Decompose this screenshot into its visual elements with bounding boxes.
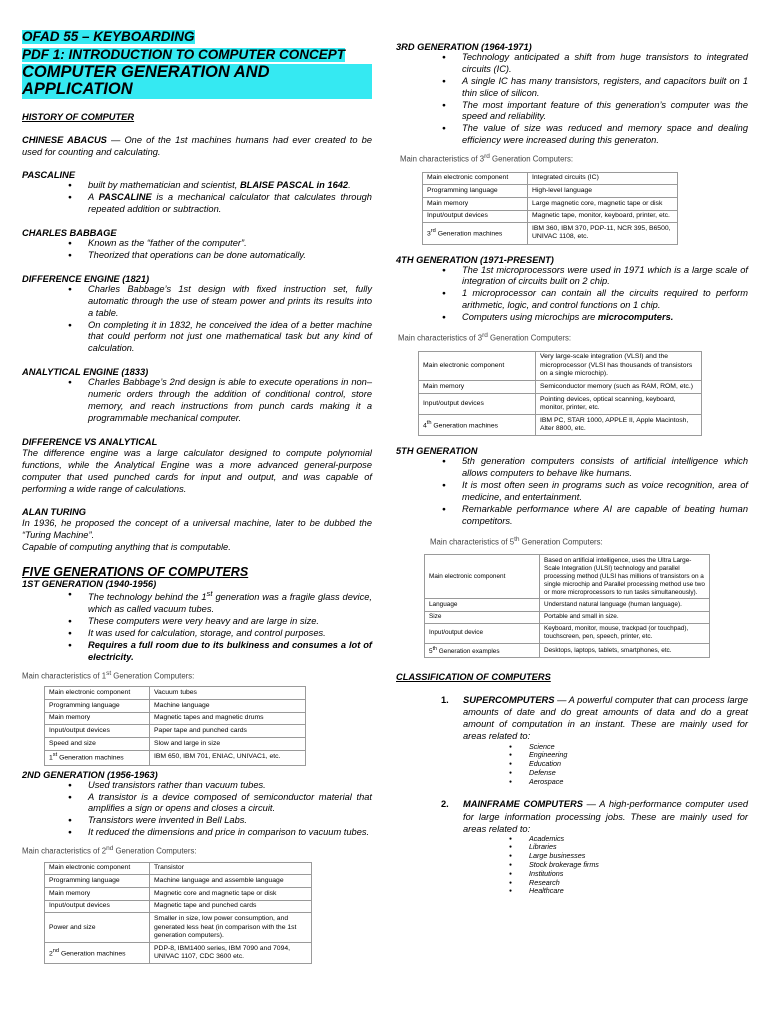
difference-engine-list bbox=[68, 284, 372, 355]
gen2-title: 2ND GENERATION (1956-1963) bbox=[22, 769, 158, 780]
gen2-list bbox=[68, 780, 372, 839]
right-column bbox=[396, 0, 748, 896]
table-value: Vacuum tubes bbox=[150, 687, 306, 700]
text: Main characteristics of 1 bbox=[22, 671, 107, 681]
table-key: Main electronic component bbox=[45, 687, 150, 700]
table-key bbox=[419, 415, 536, 436]
text: Main characteristics of 5 bbox=[430, 537, 515, 547]
diffvs-text: The difference engine was a large calculator designed to compute polynomial functions, while the Analytical Engine was a more advanced general-purpose computer that used punched cards for input and output, and was capable of performing a wide range of calculations. bbox=[22, 447, 372, 495]
table-value: Magnetic core and magnetic tape or disk bbox=[150, 888, 312, 901]
list-item: ● These computers were very heavy and are large in size. bbox=[68, 616, 372, 628]
strong-text: BLAISE PASCAL in 1642 bbox=[239, 180, 349, 191]
gen3-list bbox=[442, 52, 748, 147]
abacus-paragraph bbox=[22, 134, 372, 158]
list-item: ● A single IC has many transistors, registers, and capacitors built on 1 thin slice of silicon. bbox=[442, 76, 748, 100]
table-row bbox=[45, 687, 306, 700]
table-value: IBM 650, IBM 701, ENIAC, UNIVAC1, etc. bbox=[150, 750, 306, 765]
table-key: Main electronic component bbox=[423, 172, 528, 185]
superscript: st bbox=[52, 752, 58, 759]
text: The technology behind the 1 bbox=[88, 592, 207, 603]
superscript: th bbox=[514, 535, 520, 543]
page-title: COMPUTER GENERATION AND APPLICATION bbox=[22, 64, 372, 99]
gen1-list bbox=[68, 589, 372, 663]
text: Main characteristics of 3 bbox=[398, 333, 483, 343]
turing-text-2: Capable of computing anything that is computable. bbox=[22, 542, 231, 553]
text: Generation machines bbox=[435, 230, 503, 238]
list-item bbox=[68, 180, 372, 192]
table-row bbox=[45, 913, 312, 943]
gen4-caption bbox=[398, 332, 748, 343]
table-value: Desktops, laptops, tablets, smartphones, etc. bbox=[540, 643, 710, 657]
list-number: 1. bbox=[441, 695, 449, 706]
table-key: Speed and size bbox=[45, 738, 150, 751]
table-value: Paper tape and punched cards bbox=[150, 725, 306, 738]
list-item: ● Theorized that operations can be done automatically. bbox=[68, 250, 372, 262]
table-value: Magnetic tapes and magnetic drums bbox=[150, 712, 306, 725]
text: Generation Computers: bbox=[111, 671, 195, 681]
table-row bbox=[45, 725, 306, 738]
list-item: ● 1 microprocessor can contain all the circuits required to perform arithmetic, logic, and control functions on 1 chip. bbox=[442, 288, 748, 312]
table-row bbox=[423, 185, 678, 198]
text: generation was a fragile glass device, which as called vacuum tubes. bbox=[88, 592, 372, 615]
text: A bbox=[88, 192, 99, 203]
list-item: ● Used transistors rather than vacuum tubes. bbox=[68, 780, 372, 792]
table-row bbox=[419, 351, 702, 381]
pascaline-title: PASCALINE bbox=[22, 170, 76, 181]
text: 2 bbox=[49, 950, 53, 958]
text: Generation machines bbox=[57, 754, 124, 762]
table-row bbox=[423, 223, 678, 244]
table-row bbox=[45, 750, 306, 765]
table-row bbox=[423, 172, 678, 185]
gen5-list bbox=[442, 456, 748, 527]
table-key: Programming language bbox=[45, 700, 150, 713]
gen3-caption bbox=[400, 153, 748, 164]
list-item: ● Transistors were invented in Bell Labs. bbox=[68, 815, 372, 827]
table-key bbox=[45, 750, 150, 765]
list-item: ● Academics bbox=[509, 835, 748, 844]
list-item: ● 5th generation computers consists of artificial intelligence which allows computers to behave like humans. bbox=[442, 456, 748, 480]
list-item: ● Defense bbox=[509, 769, 748, 778]
table-value: Transistor bbox=[150, 862, 312, 875]
table-row bbox=[45, 712, 306, 725]
text: Generation machines bbox=[431, 422, 498, 430]
mainframe-areas bbox=[509, 835, 748, 896]
history-heading: HISTORY OF COMPUTER bbox=[22, 112, 135, 123]
table-value: Magnetic tape, monitor, keyboard, printer, etc. bbox=[528, 210, 678, 223]
table-row bbox=[423, 198, 678, 211]
table-value: Machine language and assemble language bbox=[150, 875, 312, 888]
course-title: OFAD 55 – KEYBOARDING bbox=[22, 29, 195, 44]
text: Generation Computers: bbox=[489, 154, 574, 164]
gen4-list bbox=[442, 265, 748, 324]
abacus-title: CHINESE ABACUS bbox=[22, 135, 107, 146]
text: built by mathematician and scientist, bbox=[88, 180, 240, 191]
babbage-title: CHARLES BABBAGE bbox=[22, 228, 117, 239]
superscript: th bbox=[432, 645, 438, 652]
turing-text-1: In 1936, he proposed the concept of a universal machine, later to be dubbed the “Turing Machine”. bbox=[22, 518, 372, 541]
table-key: Size bbox=[425, 611, 540, 623]
strong-text: MAINFRAME COMPUTERS bbox=[463, 799, 583, 810]
gen3-table bbox=[422, 172, 678, 245]
table-key: Main memory bbox=[45, 888, 150, 901]
table-value: IBM PC, STAR 1000, APPLE II, Apple Macintosh, Alter 8800, etc. bbox=[536, 415, 702, 436]
classification-heading: CLASSIFICATION OF COMPUTERS bbox=[396, 672, 551, 683]
table-value: High-level language bbox=[528, 185, 678, 198]
table-key: Programming language bbox=[423, 185, 528, 198]
list-item bbox=[396, 798, 748, 896]
gen2-caption bbox=[22, 845, 372, 856]
table-row bbox=[419, 381, 702, 394]
list-item: ● A transistor is a device composed of semiconductor material that amplifies a sign or opens and closes a circuit. bbox=[68, 792, 372, 816]
list-item: ● Requires a full room due to its bulkiness and consumes a lot of electricity. bbox=[68, 640, 372, 664]
table-row bbox=[425, 643, 710, 657]
list-item: ● The most important feature of this generation’s computer was the speed and reliability. bbox=[442, 100, 748, 124]
table-row bbox=[45, 738, 306, 751]
table-value: Keyboard, monitor, mouse, trackpad (or touchpad), touchscreen, pen, speech, printer, etc. bbox=[540, 623, 710, 643]
gen5-caption bbox=[430, 536, 748, 547]
list-item: ● It reduced the dimensions and price in comparison to vacuum tubes. bbox=[68, 827, 372, 839]
list-item: ● Charles Babbage’s 1st design with fixed instruction set, fully automatic through the use of steam power and prints its results into a table. bbox=[68, 284, 372, 320]
table-value: Pointing devices, optical scanning, keyboard, monitor, printer, etc. bbox=[536, 393, 702, 414]
table-value: IBM 360, IBM 370, PDP-11, NCR 395, B6500, UNIVAC 1108, etc. bbox=[528, 223, 678, 244]
table-key bbox=[45, 943, 150, 964]
table-key: Language bbox=[425, 599, 540, 611]
table-key: Input/output devices bbox=[45, 725, 150, 738]
text: Generation Computers: bbox=[487, 333, 572, 343]
table-row bbox=[425, 599, 710, 611]
diffvs-title: DIFFERENCE VS ANALYTICAL bbox=[22, 436, 158, 447]
list-item: ● The 1st microprocessors were used in 1971 which is a large scale of integration of circuits built on 2 chip. bbox=[442, 265, 748, 289]
list-item: ● Research bbox=[509, 879, 748, 888]
table-value: Very large-scale integration (VLSI) and the microprocessor (VLSI has thousands of transistors on a single microchip). bbox=[536, 351, 702, 381]
table-row bbox=[45, 862, 312, 875]
list-item bbox=[396, 694, 748, 786]
list-item: ● Science bbox=[509, 743, 748, 752]
list-number: 2. bbox=[441, 799, 449, 810]
strong-text: PASCALINE bbox=[98, 192, 152, 203]
superscript: st bbox=[206, 589, 213, 599]
classification-list bbox=[396, 694, 748, 896]
table-row bbox=[419, 393, 702, 414]
gen1-table bbox=[44, 686, 306, 765]
superscript: nd bbox=[52, 947, 60, 954]
text: Generation machines bbox=[59, 950, 126, 958]
difference-engine-title: DIFFERENCE ENGINE (1821) bbox=[22, 273, 150, 284]
pascaline-list bbox=[68, 180, 372, 216]
table-row bbox=[45, 943, 312, 964]
list-item: ● Institutions bbox=[509, 870, 748, 879]
list-item: ● It is most often seen in programs such as voice recognition, area of medicine, and entertainment. bbox=[442, 480, 748, 504]
text: is a mechanical calculator that calculates through repeated addition or subtraction. bbox=[88, 192, 372, 215]
table-key: Input/output devices bbox=[419, 393, 536, 414]
table-value: Based on artificial intelligence, uses the Ultra Large-Scale Integration (ULSI) technology and parallel processing method (ULSI has millions of transistors on a single microchip and Parallel processing method use two or more microprocessors to run tasks simultaneously). bbox=[540, 555, 710, 599]
table-value: PDP-8, IBM1400 series, IBM 7090 and 7094, UNIVAC 1107, CDC 3600 etc. bbox=[150, 943, 312, 964]
superscript: rd bbox=[482, 332, 488, 340]
supercomputer-areas bbox=[509, 743, 748, 787]
table-key: Power and size bbox=[45, 913, 150, 943]
left-column bbox=[22, 0, 372, 964]
pdf-title: PDF 1: INTRODUCTION TO COMPUTER CONCEPT bbox=[22, 47, 346, 62]
superscript: nd bbox=[106, 845, 114, 853]
list-item: ● Engineering bbox=[509, 751, 748, 760]
table-row bbox=[45, 700, 306, 713]
text: Generation Computers: bbox=[113, 846, 197, 856]
list-item bbox=[68, 192, 372, 216]
analytical-engine-list bbox=[68, 377, 372, 425]
gen4-title: 4TH GENERATION (1971-PRESENT) bbox=[396, 254, 554, 265]
table-row bbox=[45, 900, 312, 913]
list-item: ● Known as the “father of the computer”. bbox=[68, 238, 372, 250]
list-item: ● Libraries bbox=[509, 843, 748, 852]
table-value: Semiconductor memory (such as RAM, ROM, etc.) bbox=[536, 381, 702, 394]
gen3-title: 3RD GENERATION (1964-1971) bbox=[396, 42, 532, 52]
table-row bbox=[45, 888, 312, 901]
gen1-title: 1ST GENERATION (1940-1956) bbox=[22, 579, 157, 590]
list-item: ● The value of size was reduced and memory space and dealing efficiency were increased during this generaton. bbox=[442, 123, 748, 147]
table-key bbox=[423, 223, 528, 244]
text: 5 bbox=[429, 647, 433, 655]
superscript: st bbox=[106, 669, 112, 677]
list-item: ● Charles Babbage’s 2nd design is able to execute operations in non–numeric orders through the addition of conditional control, store memory, and reach instructions from punch cards making it a programmable mechanical computer. bbox=[68, 377, 372, 425]
text: — A powerful computer that can process large amounts of date and do great amounts of data and do a great amount of computation in an instant. These are mainly used for areas related to: bbox=[463, 695, 748, 742]
table-row bbox=[419, 415, 702, 436]
table-row bbox=[425, 623, 710, 643]
five-generations-heading: FIVE GENERATIONS OF COMPUTERS bbox=[22, 565, 249, 580]
text: — A high-performance computer used for large information processing jobs. These are mainly used for areas related to: bbox=[463, 799, 749, 834]
table-key: Input/output device bbox=[425, 623, 540, 643]
text: 3 bbox=[427, 230, 431, 238]
table-value: Understand natural language (human language). bbox=[540, 599, 710, 611]
table-value: Portable and small in size. bbox=[540, 611, 710, 623]
text: Main characteristics of 2 bbox=[22, 846, 107, 856]
table-key: Programming language bbox=[45, 875, 150, 888]
table-row bbox=[425, 611, 710, 623]
table-key: Main electronic component bbox=[45, 862, 150, 875]
text: 1 bbox=[49, 754, 53, 762]
text: Main characteristics of 3 bbox=[400, 154, 485, 164]
table-value: Large magnetic core, magnetic tape or disk bbox=[528, 198, 678, 211]
list-item bbox=[68, 589, 372, 616]
superscript: rd bbox=[484, 153, 490, 161]
strong-text: microcomputers. bbox=[597, 312, 674, 323]
table-key: Main electronic component bbox=[425, 555, 540, 599]
list-item: ● Stock brokerage firms bbox=[509, 861, 748, 870]
list-item bbox=[442, 312, 748, 324]
list-item: ● Education bbox=[509, 760, 748, 769]
text: . bbox=[348, 180, 351, 191]
list-item: ● Healthcare bbox=[509, 887, 748, 896]
gen4-table bbox=[418, 351, 702, 437]
text: 4 bbox=[423, 422, 427, 430]
table-row bbox=[45, 875, 312, 888]
turing-title: ALAN TURING bbox=[22, 507, 87, 518]
analytical-engine-title: ANALYTICAL ENGINE (1833) bbox=[22, 367, 149, 378]
abacus-text: — One of the 1st machines humans had ever created to be used for counting and calculating. bbox=[22, 135, 372, 158]
babbage-list bbox=[68, 238, 372, 262]
table-key: Main memory bbox=[423, 198, 528, 211]
table-value: Slow and large in size bbox=[150, 738, 306, 751]
text: Generation Computers: bbox=[519, 537, 603, 547]
gen5-table bbox=[424, 554, 710, 658]
table-value: Smaller in size, low power consumption, and generated less heat (in comparison with the 1st generation computers). bbox=[150, 913, 312, 943]
table-value: Machine language bbox=[150, 700, 306, 713]
table-key: Input/output devices bbox=[423, 210, 528, 223]
gen5-title: 5TH GENERATION bbox=[396, 446, 478, 457]
table-value: Magnetic tape and punched cards bbox=[150, 900, 312, 913]
table-value: Integrated circuits (IC) bbox=[528, 172, 678, 185]
list-item: ● On completing it in 1832, he conceived the idea of a better machine that could perform not just one mathematical task but any kind of calculation. bbox=[68, 320, 372, 356]
gen2-table bbox=[44, 862, 312, 964]
list-item: ● Aerospace bbox=[509, 778, 748, 787]
table-row bbox=[425, 555, 710, 599]
table-key: Main electronic component bbox=[419, 351, 536, 381]
list-item: ● Large businesses bbox=[509, 852, 748, 861]
list-item: ● It was used for calculation, storage, and control purposes. bbox=[68, 628, 372, 640]
table-key bbox=[425, 643, 540, 657]
list-item: ● Remarkable performance where AI are capable of beating human competitors. bbox=[442, 504, 748, 528]
strong-text: SUPERCOMPUTERS bbox=[463, 695, 555, 706]
list-item: ● Technology anticipated a shift from huge transistors to integrated circuits (IC). bbox=[442, 52, 748, 76]
text: Generation examples bbox=[437, 647, 500, 655]
table-key: Input/output devices bbox=[45, 900, 150, 913]
text: Computers using microchips are bbox=[462, 312, 598, 323]
superscript: th bbox=[426, 419, 432, 426]
table-key: Main memory bbox=[419, 381, 536, 394]
table-key: Main memory bbox=[45, 712, 150, 725]
gen1-caption bbox=[22, 670, 372, 681]
superscript: rd bbox=[430, 228, 436, 235]
table-row bbox=[423, 210, 678, 223]
